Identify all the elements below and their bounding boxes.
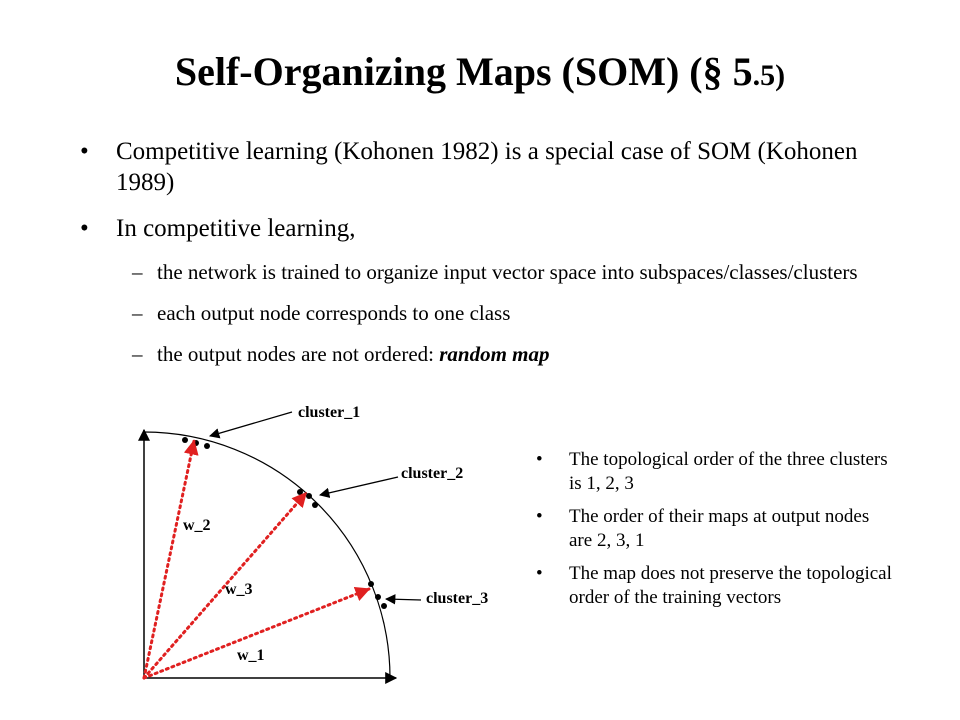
cluster-3-points	[368, 581, 387, 609]
topology-notes	[536, 448, 896, 619]
sub-bullet-output-node-class: – each output node corresponds to one class	[80, 300, 900, 326]
bullet-competitive-learning: • Competitive learning (Kohonen 1982) is a special case of SOM (Kohonen 1989)	[80, 136, 900, 198]
cluster-1-pointer	[210, 412, 292, 436]
cluster-2-points	[297, 489, 318, 508]
cluster-point	[368, 581, 374, 587]
note-not-preserved: • The map does not preserve the topological order of the training vectors	[536, 562, 896, 610]
cluster-1-points	[182, 437, 210, 449]
w3-label: w_3	[225, 581, 253, 598]
cluster-2-label: cluster_2	[401, 465, 464, 482]
cluster-point	[204, 443, 210, 449]
bullet-in-competitive-learning: • In competitive learning,	[80, 213, 900, 244]
cluster-point	[297, 489, 303, 495]
cluster-point	[312, 502, 318, 508]
weight-vector-w2	[144, 441, 194, 678]
weight-vector-w1	[144, 589, 369, 678]
bullet-list	[80, 136, 900, 382]
slide-title	[0, 48, 960, 95]
sub-bullet-network-trained: – the network is trained to organize input vector space into subspaces/classes/clusters	[80, 259, 900, 285]
unit-circle-arc	[144, 432, 390, 678]
cluster-2-pointer	[320, 477, 398, 495]
cluster-point	[381, 603, 387, 609]
sub-bullet-not-ordered-text: the output nodes are not ordered:	[157, 342, 440, 366]
note-map-order: • The order of their maps at output nodes are 2, 3, 1	[536, 505, 896, 553]
cluster-point	[306, 493, 312, 499]
cluster-point	[375, 594, 381, 600]
title-section-suffix: .5)	[752, 59, 786, 92]
random-map-emphasis: random map	[439, 342, 550, 366]
sub-bullet-not-ordered	[80, 341, 900, 367]
note-cluster-order: • The topological order of the three clusters is 1, 2, 3	[536, 448, 896, 496]
title-main: Self-Organizing Maps (SOM) (§ 5	[174, 49, 753, 94]
cluster-1-label: cluster_1	[298, 404, 361, 421]
cluster-point	[182, 437, 188, 443]
w1-label: w_1	[237, 647, 265, 664]
w2-label: w_2	[183, 517, 211, 534]
cluster-3-pointer	[386, 599, 421, 600]
weight-vectors	[144, 441, 369, 678]
cluster-3-label: cluster_3	[426, 590, 489, 607]
